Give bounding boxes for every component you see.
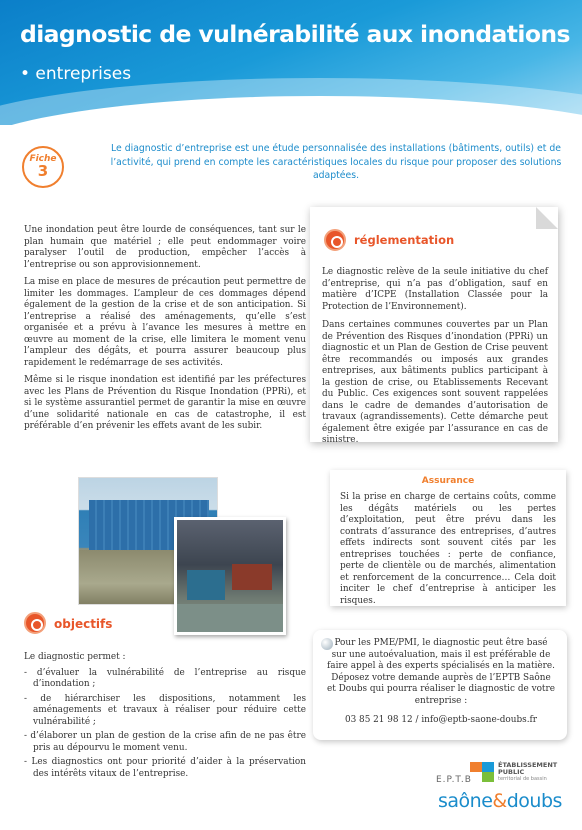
logo-brand-amp: & <box>492 790 507 812</box>
logo-etablissement-text: ÉTABLISSEMENT PUBLIC <box>498 761 558 776</box>
objectifs-heading: objectifs <box>54 617 113 631</box>
paragraph: Le diagnostic relève de la seule initiative du chef d’entreprise, qui n’a pas d’obligation, sauf en matière d’ICPE (Installation Classée pour la Protection de l’Environnement). <box>322 267 548 312</box>
eptb-logo <box>436 762 576 824</box>
logo-square <box>470 762 482 772</box>
paragraph: Une inondation peut être lourde de conséquences, tant sur le plan humain que matériel ; elle peut endommager voire paralyser l’outil de production, empêcher l’accès à l’entreprise ou son approvisionnement. <box>24 225 306 270</box>
logo-brand-left: saône <box>438 790 493 812</box>
photo-water-floor <box>177 604 286 635</box>
logo-etablissement <box>498 762 576 783</box>
reglementation-heading: réglementation <box>354 233 455 247</box>
target-icon <box>24 612 46 634</box>
header-banner <box>0 0 582 125</box>
list-item: - Les diagnostics ont pour priorité d’aider à la préservation des intérêts vitaux de l’entreprise. <box>24 757 306 779</box>
left-column <box>24 225 306 439</box>
logo-brand <box>438 790 562 812</box>
page-title: diagnostic de vulnérabilité aux inondations <box>20 20 570 48</box>
fiche-number: 3 <box>37 162 49 180</box>
photo-machine <box>232 564 272 590</box>
logo-brand-right: doubs <box>506 790 562 812</box>
assurance-box <box>330 470 566 606</box>
page-subtitle: • entreprises <box>20 64 132 84</box>
photo-machine <box>187 570 225 600</box>
contact-text: Pour les PME/PMI, le diagnostic peut être basé sur une autoévaluation, mais il est préférable de faire appel à des experts spécialisés en la matière. Déposez votre demande auprès de l’EPTB Saône et Doubs qui pourra réaliser le diagnostic de votre entreprise : <box>327 638 555 706</box>
logo-square <box>482 772 494 782</box>
paragraph: La mise en place de mesures de précaution peut permettre de limiter les dommages. L’ampleur de ces dommages dépend également de la gestion de la crise et de son anticipation. Si l’entreprise a réalisé des aménagements, qu’elle s’est organisée et a prévu à l’avance les mesures à mettre en œuvre au moment de la crise, elle limitera le moment venu l’ampleur des dégâts, et pourra assurer beaucoup plus rapidement le redémarrage de ses activités. <box>24 277 306 368</box>
fiche-label: Fiche <box>29 154 57 164</box>
objectifs-intro: Le diagnostic permet : <box>24 652 126 662</box>
paragraph: Dans certaines communes couvertes par un Plan de Prévention des Risques d’inondation (PPRi) un diagnostic et un Plan de Gestion de Crise peuvent être recommandés ou imposés aux grandes entreprises, aux bâtiments publics participant à la gestion de crise, ou Etablissements Recevant du Public. Ces exigences sont souvent rappelées dans le cadre de demandes d’autorisation de travaux (agrandissements). Cette démarche peut également être exigée par l’assurance en cas de sinistre. <box>322 320 548 445</box>
logo-eptb-text: E.P.T.B <box>436 775 472 785</box>
list-item: - d’évaluer la vulnérabilité de l’entreprise au risque d’inondation ; <box>24 667 306 689</box>
photo-group <box>78 477 284 635</box>
objectifs-section <box>24 652 306 783</box>
logo-territorial-text: territorial de bassin <box>498 776 547 782</box>
contact-box <box>313 630 567 740</box>
logo-square <box>482 762 494 772</box>
list-item: - d’élaborer un plan de gestion de la crise afin de ne pas être pris au dépourvu le moment venu. <box>24 731 306 753</box>
contact-body <box>327 638 555 727</box>
intro-text: Le diagnostic d’entreprise est une étude personnalisée des installations (bâtiments, outils) et de l’activité, qui prend en compte les caractéristiques locales du risque pour proposer des solutions adaptées. <box>110 143 562 181</box>
reglementation-card <box>310 207 558 445</box>
flooded-workshop-photo <box>174 517 286 635</box>
fiche-badge-icon <box>22 146 64 188</box>
reglementation-body <box>322 267 548 454</box>
assurance-heading: Assurance <box>421 476 475 486</box>
objectifs-list <box>24 668 306 781</box>
list-item: - de hiérarchiser les dispositions, notamment les aménagements et travaux à réaliser pour réduire cette vulnérabilité ; <box>24 693 306 727</box>
contact-phone-email[interactable]: 03 85 21 98 12 / info@eptb-saone-doubs.fr <box>344 715 538 725</box>
gavel-icon <box>324 229 346 251</box>
paragraph: Même si le risque inondation est identifié par les préfectures avec les Plans de Prévention du Risque Inondation (PPRi), et si le système assurantiel permet de garantir la mise en œuvre d’une solidarité nationale en cas de catastrophe, il est préférable d’en prévenir les effets avant de les subir. <box>24 375 306 431</box>
assurance-text: Si la prise en charge de certains coûts, comme les dégâts matériels ou les pertes d’exploitation, peut être prévu dans les contrats d’assurance des entreprises, d’autres effets indirects sont souvent cités par les entreprises touchées : perte de confiance, perte de clientèle ou de marchés, alimentation et renforcement de la concurrence… Cela doit inciter le chef d’entreprise à anticiper les risques. <box>340 492 556 606</box>
page-fold <box>536 207 558 229</box>
